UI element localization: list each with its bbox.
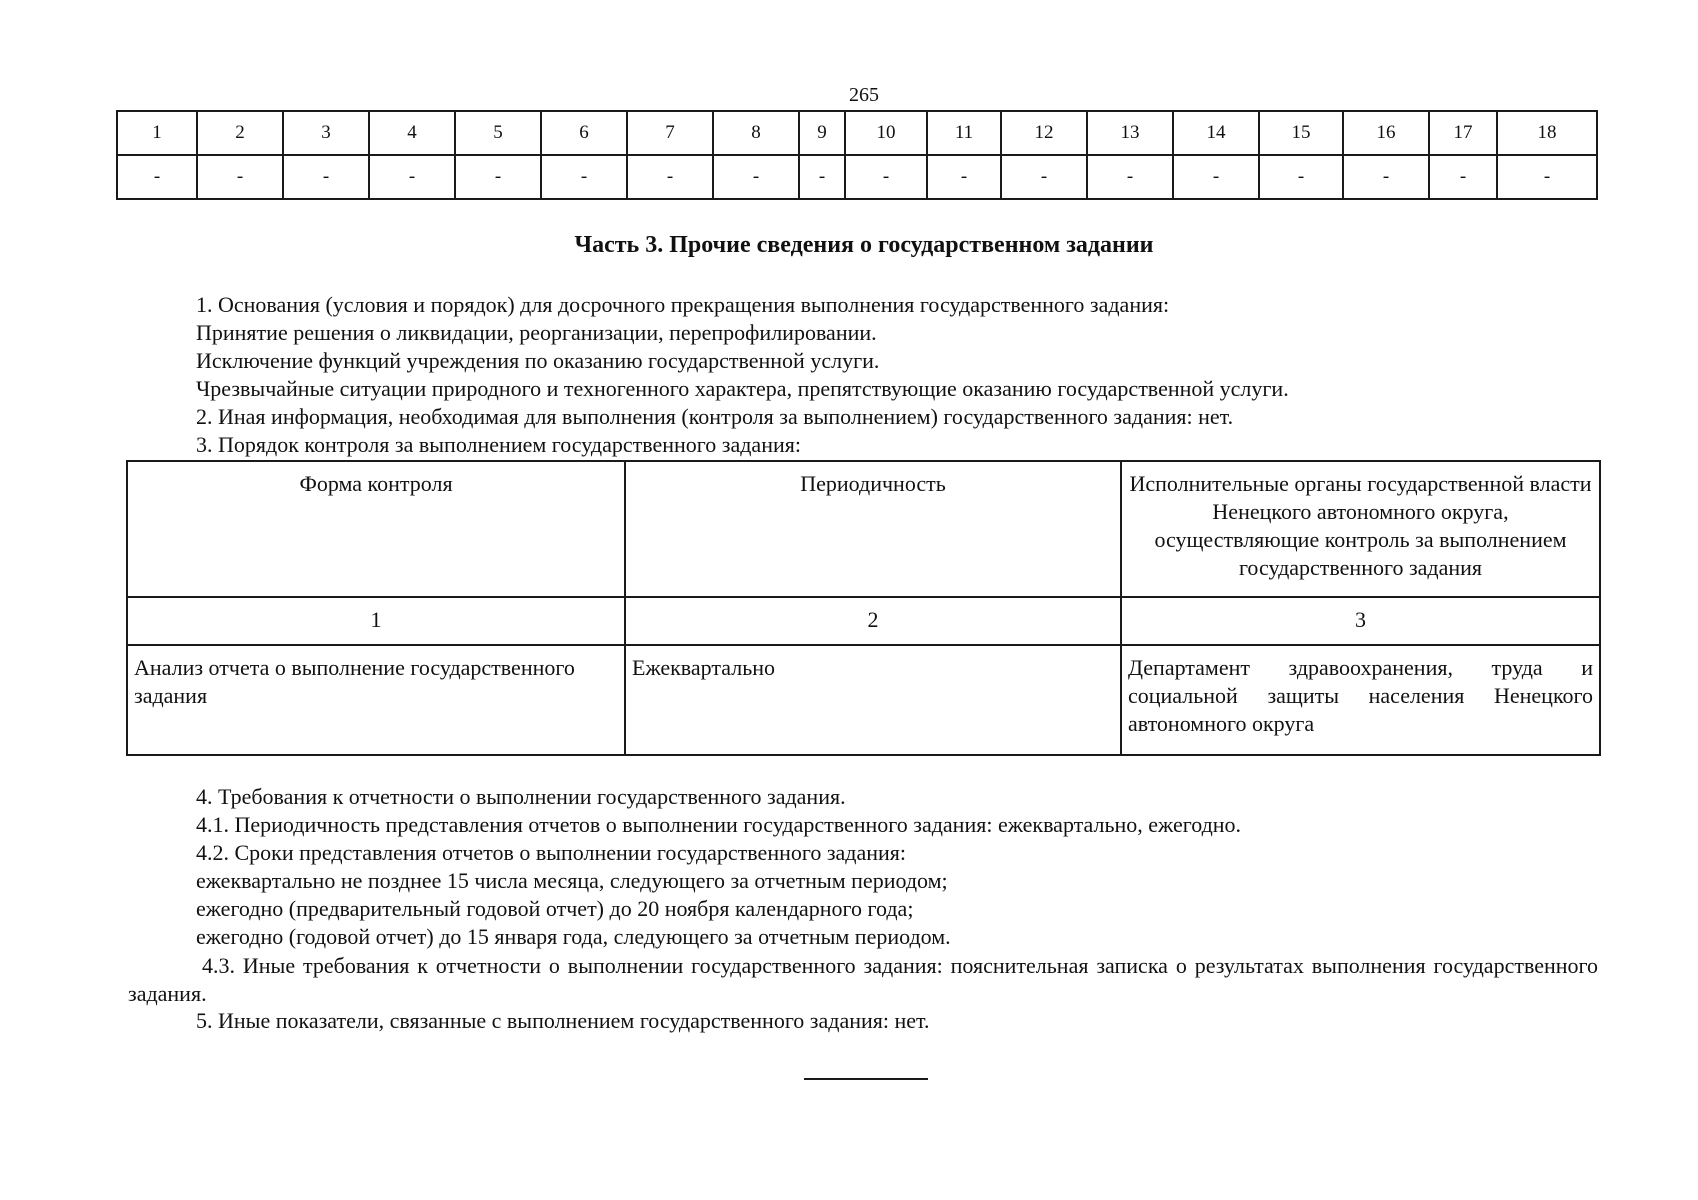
- table-header-cell: 10: [845, 111, 927, 155]
- table-header-cell: 1: [117, 111, 197, 155]
- paragraph-4-2a: ежеквартально не позднее 15 числа месяца, следующего за отчетным периодом;: [196, 868, 948, 893]
- header-periodicity: Периодичность: [625, 461, 1121, 597]
- table-header-cell: 7: [627, 111, 713, 155]
- table-header-cell: 15: [1259, 111, 1343, 155]
- table-cell: -: [1429, 155, 1497, 199]
- paragraph-5: 5. Иные показатели, связанные с выполнением государственного задания: нет.: [196, 1008, 930, 1033]
- paragraph-1c: Чрезвычайные ситуации природного и техногенного характера, препятствующие оказанию государственной услуги.: [196, 376, 1289, 401]
- table-cell: -: [1343, 155, 1429, 199]
- table-cell: -: [1497, 155, 1597, 199]
- table-number-row: [127, 597, 1600, 645]
- table-cell: -: [197, 155, 283, 199]
- table-header-cell: 8: [713, 111, 799, 155]
- table-cell: -: [1087, 155, 1173, 199]
- table-cell: -: [627, 155, 713, 199]
- table-cell: -: [455, 155, 541, 199]
- paragraph-4-3: 4.3. Иные требования к отчетности о выполнении государственного задания: пояснительная записка о результатах выполнения государственного задания.: [128, 953, 1598, 1006]
- table-header-cell: 14: [1173, 111, 1259, 155]
- section-title: Часть 3. Прочие сведения о государственном задании: [574, 232, 1154, 258]
- table-cell: -: [845, 155, 927, 199]
- header-form-of-control: Форма контроля: [127, 461, 625, 597]
- table-cell: -: [283, 155, 369, 199]
- table-cell-department: Департамент здравоохранения, труда и социальной защиты населения Ненецкого автономного округа: [1121, 645, 1600, 755]
- table-header-cell: 5: [455, 111, 541, 155]
- table-cell: -: [1001, 155, 1087, 199]
- table-cell-form: Анализ отчета о выполнение государственного задания: [127, 645, 625, 755]
- table-header-cell: 9: [799, 111, 845, 155]
- table-header-cell: 2: [197, 111, 283, 155]
- end-divider: [804, 1078, 928, 1080]
- table-cell-periodicity: Ежеквартально: [625, 645, 1121, 755]
- paragraph-1a: Принятие решения о ликвидации, реорганизации, перепрофилировании.: [196, 320, 877, 345]
- paragraph-4-1: 4.1. Периодичность представления отчетов о выполнении государственного задания: ежеквартально, ежегодно.: [196, 812, 1242, 837]
- table-header-cell: 16: [1343, 111, 1429, 155]
- table-cell: -: [541, 155, 627, 199]
- control-table: [126, 460, 1601, 756]
- table-cell: -: [799, 155, 845, 199]
- table-cell: -: [369, 155, 455, 199]
- paragraph-2: 2. Иная информация, необходимая для выполнения (контроля за выполнением) государственного задания: нет.: [196, 404, 1234, 429]
- table-header-cell: 12: [1001, 111, 1087, 155]
- table-cell: -: [713, 155, 799, 199]
- page-number: 265: [849, 84, 879, 106]
- table-row: [127, 645, 1600, 755]
- table-header-cell: 3: [283, 111, 369, 155]
- table-cell: -: [927, 155, 1001, 199]
- table-cell: -: [1259, 155, 1343, 199]
- table-cell: -: [117, 155, 197, 199]
- paragraph-4-2c: ежегодно (годовой отчет) до 15 января года, следующего за отчетным периодом.: [196, 924, 951, 949]
- table-row: [117, 155, 1597, 199]
- table-header-cell: 18: [1497, 111, 1597, 155]
- table-header-cell: 13: [1087, 111, 1173, 155]
- paragraph-4: 4. Требования к отчетности о выполнении государственного задания.: [196, 784, 846, 809]
- paragraph-4-2b: ежегодно (предварительный годовой отчет) до 20 ноября календарного года;: [196, 896, 914, 921]
- table-header-cell: 6: [541, 111, 627, 155]
- header-executive-bodies: Исполнительные органы государственной власти Ненецкого автономного округа, осуществляющие контроль за выполнением государственного задания: [1121, 461, 1600, 597]
- table-cell: 2: [625, 597, 1121, 645]
- table-header-row: [117, 111, 1597, 155]
- table-header-row: [127, 461, 1600, 597]
- paragraph-4-2: 4.2. Сроки представления отчетов о выполнении государственного задания:: [196, 840, 907, 865]
- column-number-table: [116, 110, 1598, 200]
- table-header-cell: 17: [1429, 111, 1497, 155]
- paragraph-1b: Исключение функций учреждения по оказанию государственной услуги.: [196, 348, 880, 373]
- table-cell: -: [1173, 155, 1259, 199]
- table-cell: 1: [127, 597, 625, 645]
- paragraph-3: 3. Порядок контроля за выполнением государственного задания:: [196, 432, 801, 457]
- table-header-cell: 4: [369, 111, 455, 155]
- table-header-cell: 11: [927, 111, 1001, 155]
- table-cell: 3: [1121, 597, 1600, 645]
- paragraph-1: 1. Основания (условия и порядок) для досрочного прекращения выполнения государственного задания:: [196, 292, 1170, 317]
